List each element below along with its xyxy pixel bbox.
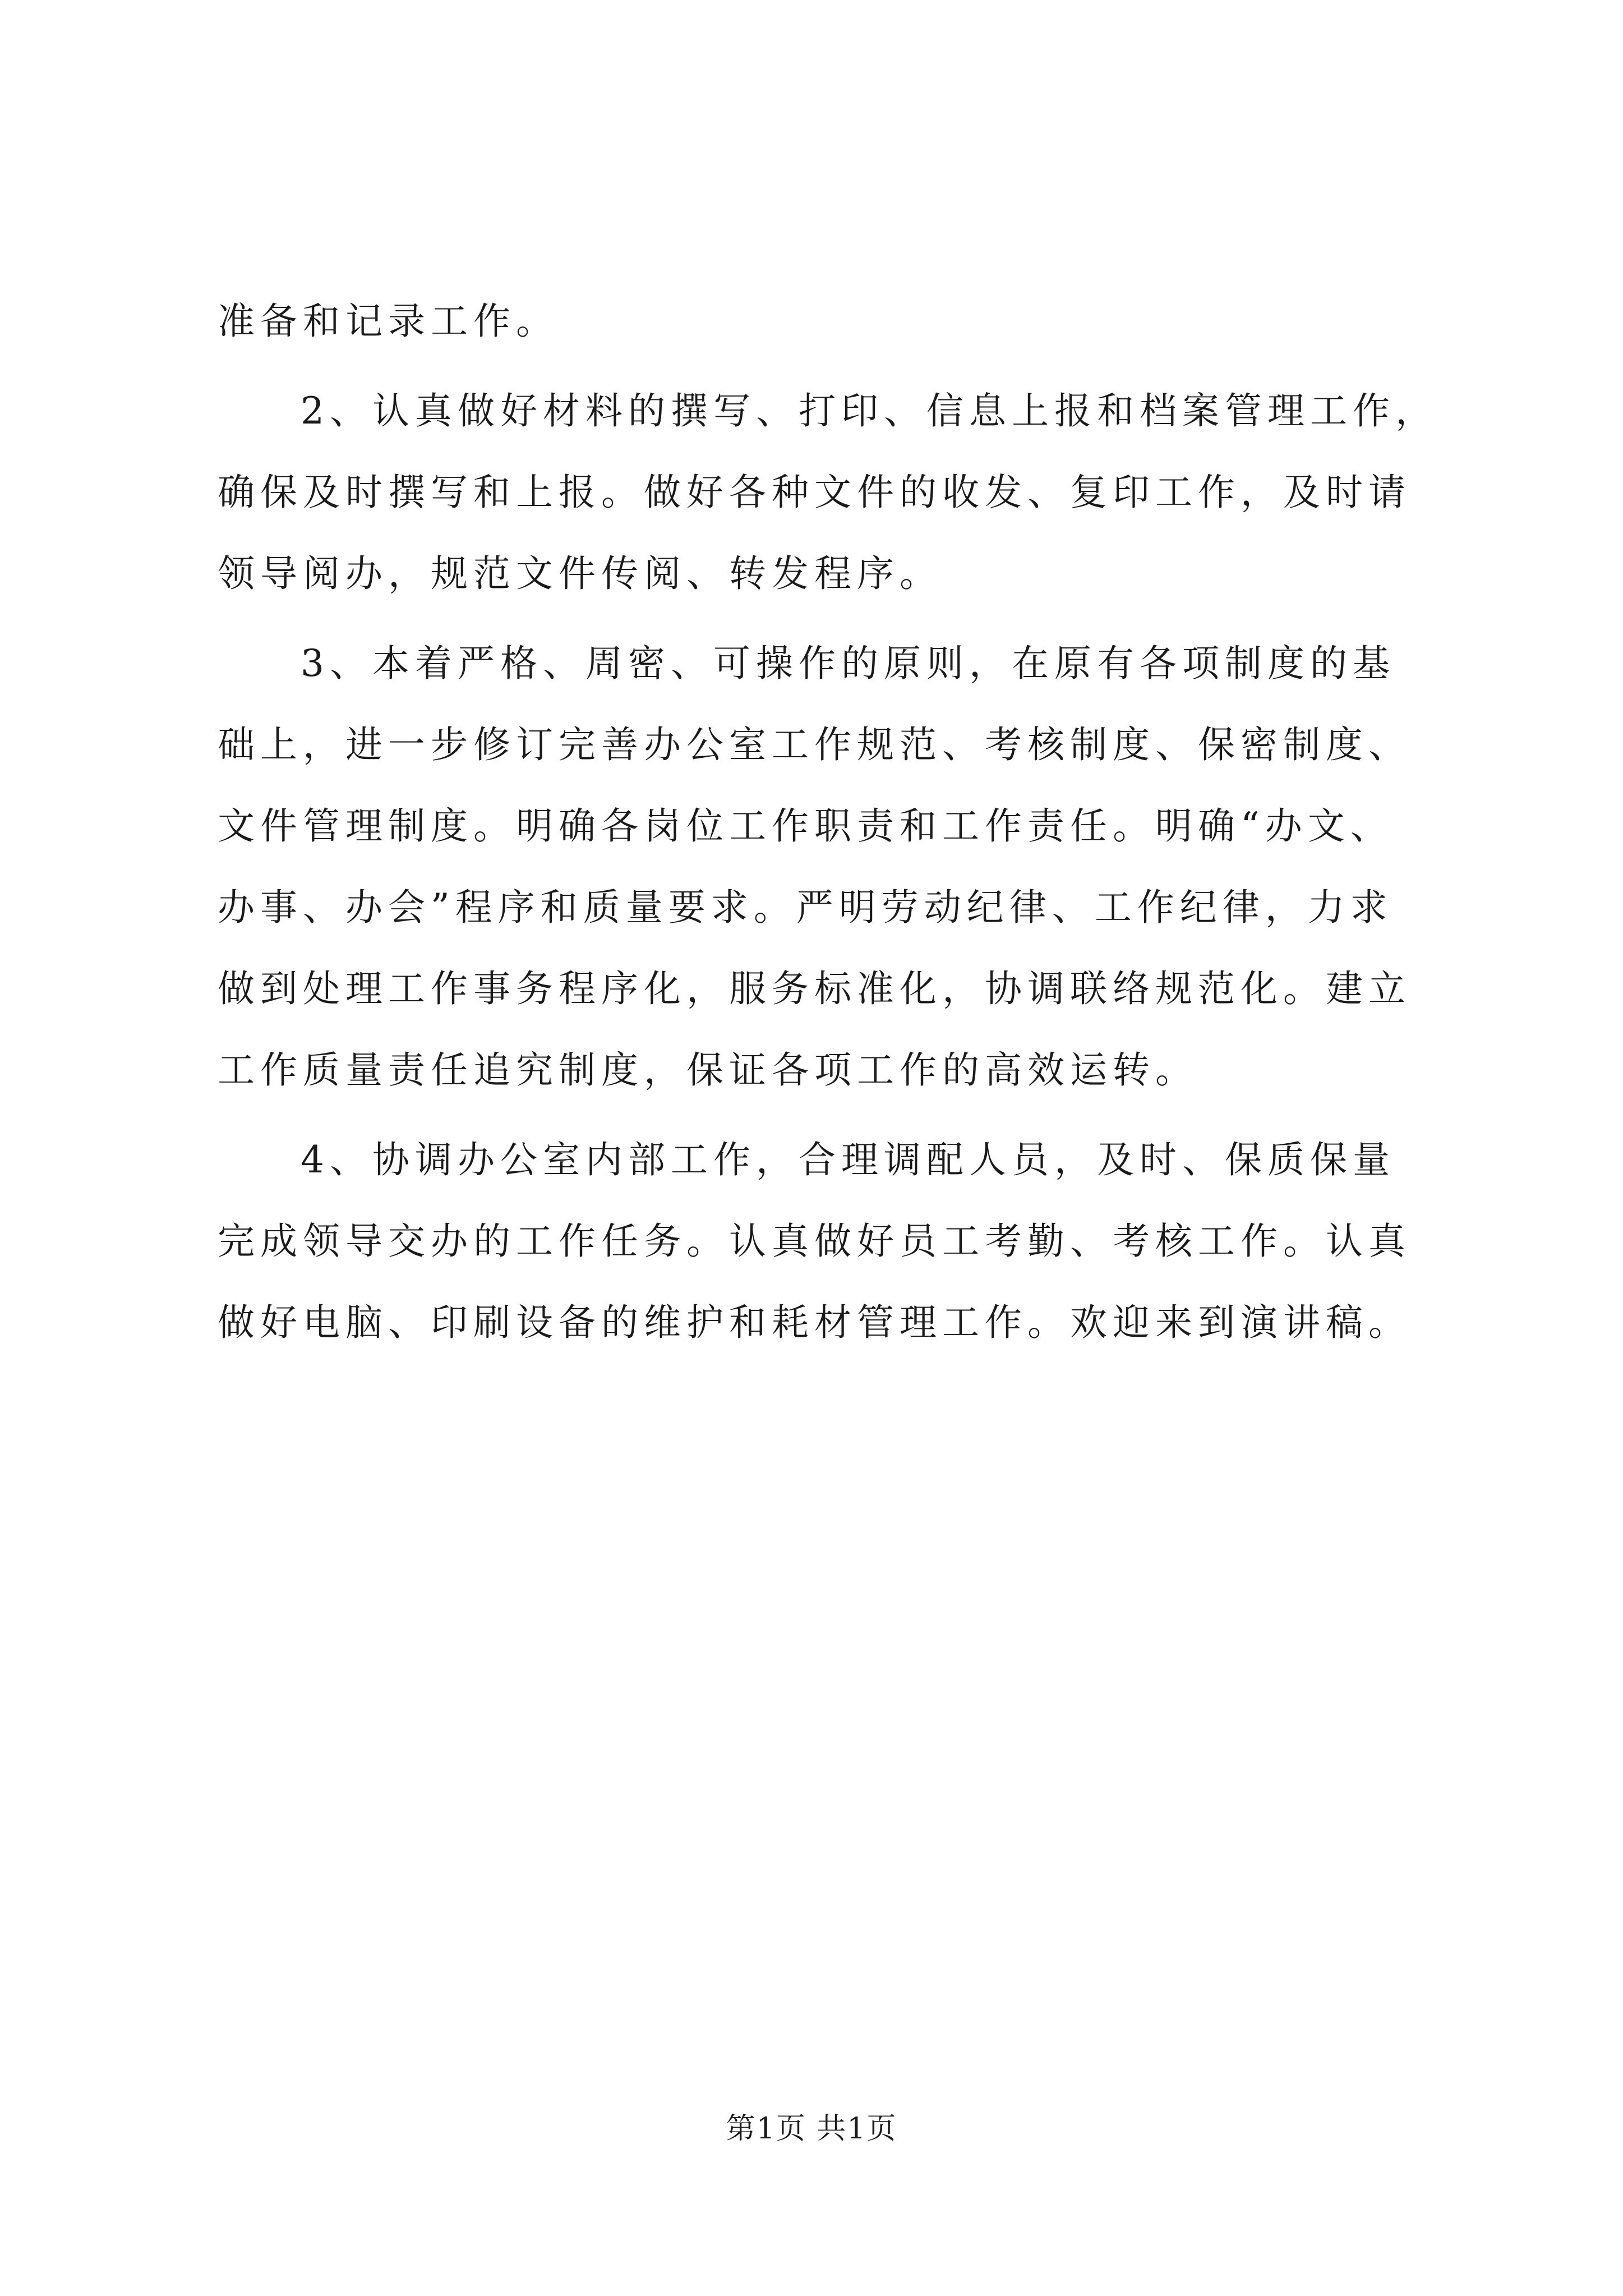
paragraph-item-4 bbox=[218, 1119, 1435, 1363]
text-line: 工作质量责任追究制度，保证各项工作的高效运转。 bbox=[218, 1048, 1198, 1092]
paragraph-continuation bbox=[218, 280, 1435, 362]
text-line: 做好电脑、印刷设备的维护和耗材管理工作。欢迎来到演讲稿。 bbox=[218, 1301, 1411, 1344]
text-line: 2、认真做好材料的撰写、打印、信息上报和档案管理工作， bbox=[301, 389, 1438, 432]
text-line: 确保及时撰写和上报。做好各种文件的收发、复印工作，及时请 bbox=[218, 471, 1411, 514]
text-line: 文件管理制度。明确各岗位工作职责和工作责任。明确“办文、 bbox=[218, 804, 1393, 848]
text-line: 做到处理工作事务程序化，服务标准化，协调联络规范化。建立 bbox=[218, 967, 1411, 1010]
page-footer: 第1页 共1页 bbox=[726, 2112, 897, 2146]
paragraph-item-2 bbox=[218, 370, 1438, 614]
text-line: 础上，进一步修订完善办公室工作规范、考核制度、保密制度、 bbox=[218, 723, 1411, 766]
document-body bbox=[218, 280, 1438, 1363]
text-line: 准备和记录工作。 bbox=[218, 300, 559, 343]
text-line: 领导阅办，规范文件传阅、转发程序。 bbox=[218, 552, 942, 595]
text-line: 办事、办会”程序和质量要求。严明劳动纪律、工作纪律，力求 bbox=[218, 886, 1393, 929]
paragraph-item-3 bbox=[218, 623, 1435, 1111]
text-line: 3、本着严格、周密、可操作的原则，在原有各项制度的基 bbox=[301, 642, 1395, 685]
text-line: 4、协调办公室内部工作，合理调配人员，及时、保质保量 bbox=[301, 1138, 1395, 1181]
text-line: 完成领导交办的工作任务。认真做好员工考勤、考核工作。认真 bbox=[218, 1220, 1411, 1263]
